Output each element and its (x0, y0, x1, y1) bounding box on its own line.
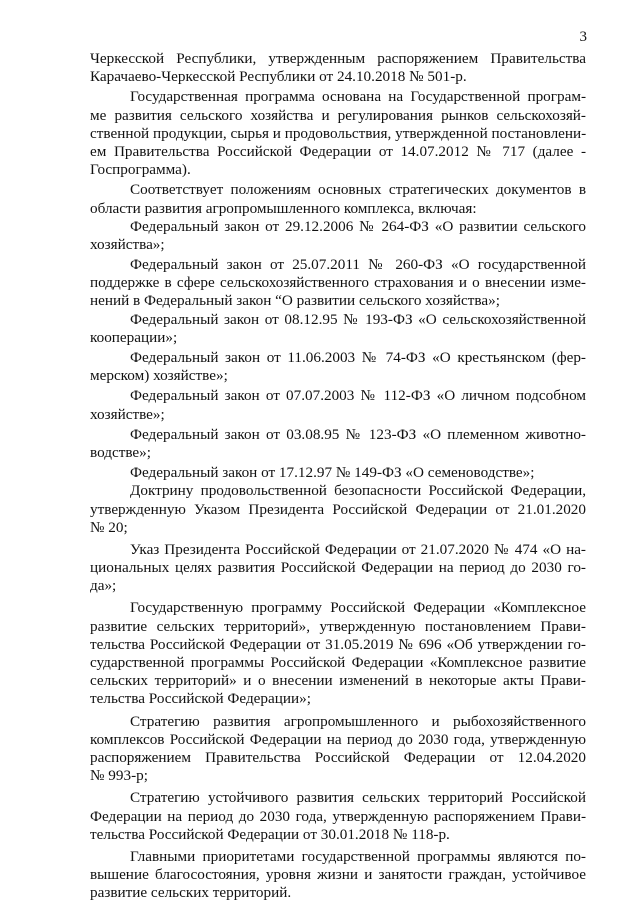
text-line: развитие сельских территорий», утвержденную постановлением Прави- (90, 617, 586, 635)
text-line: вышение благосостояния, уровня жизни и занятости граждан, устойчивое (90, 866, 586, 884)
text-line: сударственной программы Российской Федерации «Комплексное развитие (90, 654, 586, 671)
text-line: Федеральный закон от 07.07.2003 № 112-ФЗ «О личном подсобном (130, 387, 586, 405)
text-line: сельских территорий» и о внесении изменений в некоторые акты Прави- (90, 672, 586, 690)
text-line: развитие сельских территорий. (90, 884, 292, 902)
text-line: Государственную программу Российской Федерации «Комплексное (130, 599, 586, 617)
text-line: Федеральный закон от 08.12.95 № 193-ФЗ «О сельскохозяйственной (130, 310, 586, 328)
text-line: Государственная программа основана на Государственной програм- (130, 88, 586, 106)
text-line: ственной продукции, сырья и продовольствия, утвержденной постановлени- (90, 124, 587, 142)
text-line: нений в Федеральный закон “О развитии сельского хозяйства»; (90, 292, 500, 310)
page-number: 3 (579, 29, 587, 45)
document-body (90, 50, 586, 902)
text-line: циональных целях развития Российской Федерации на период до 2030 го- (90, 559, 586, 577)
text-line: Доктрину продовольственной безопасности Российской Федерации, (130, 482, 586, 500)
text-line: Главными приоритетами государственной программы являются по- (130, 847, 586, 865)
text-line: хозяйства»; (90, 235, 165, 253)
text-line: Карачаево-Черкесской Республики от 24.10.2018 № 501-р. (90, 68, 467, 86)
text-line: да»; (90, 577, 117, 595)
text-line: Указ Президента Российской Федерации от 21.07.2020 № 474 «О на- (130, 540, 586, 558)
text-line: тельства Российской Федерации от 31.05.2019 № 696 «Об утверждении го- (90, 635, 586, 653)
text-line: комплексов Российской Федерации на период до 2030 года, утвержденную (90, 730, 586, 748)
text-line: Госпрограмма). (90, 161, 191, 179)
text-line: Федеральный закон от 25.07.2011 № 260-ФЗ «О государственной (130, 256, 586, 274)
text-line: Федеральный закон от 03.08.95 № 123-ФЗ «О племенном животно- (130, 425, 586, 443)
text-line: Федеральный закон от 29.12.2006 № 264-ФЗ «О развитии сельского (130, 217, 586, 235)
text-line: распоряжением Правительства Российской Федерации от 12.04.2020 (90, 748, 586, 766)
text-line: № 20; (90, 518, 128, 536)
text-line: хозяйстве»; (90, 405, 165, 423)
text-line: тельства Российской Федерации»; (90, 690, 311, 708)
text-line: Федеральный закон от 17.12.97 № 149-ФЗ «О семеноводстве»; (130, 464, 535, 482)
text-line: № 993-р; (90, 767, 148, 785)
text-line: водстве»; (90, 443, 151, 461)
text-line: Соответствует положениям основных стратегических документов в (130, 181, 586, 199)
text-line: области развития агропромышленного комплекса, включая: (90, 199, 477, 217)
text-line: утвержденную Указом Президента Российской Федерации от 21.01.2020 (90, 500, 586, 518)
text-line: Федеральный закон от 11.06.2003 № 74-ФЗ «О крестьянском (фер- (130, 349, 586, 366)
text-line: ме развития сельского хозяйства и регулирования рынков сельскохозяй- (90, 106, 586, 124)
text-line: тельства Российской Федерации от 30.01.2018 № 118-р. (90, 825, 450, 843)
text-line: поддержке в сфере сельскохозяйственного страхования и о внесении изме- (90, 274, 586, 292)
text-line: Стратегию развития агропромышленного и рыбохозяйственного (130, 712, 586, 730)
text-line: ем Правительства Российской Федерации от 14.07.2012 № 717 (далее - (90, 142, 586, 160)
text-line: кооперации»; (90, 328, 178, 346)
text-line: мерском) хозяйстве»; (90, 367, 228, 385)
text-line: Федерации на период до 2030 года, утвержденную распоряжением Прави- (90, 807, 586, 825)
text-line: Стратегию устойчивого развития сельских территорий Российской (130, 789, 586, 807)
text-line: Черкесской Республики, утвержденным распоряжением Правительства (90, 50, 586, 67)
